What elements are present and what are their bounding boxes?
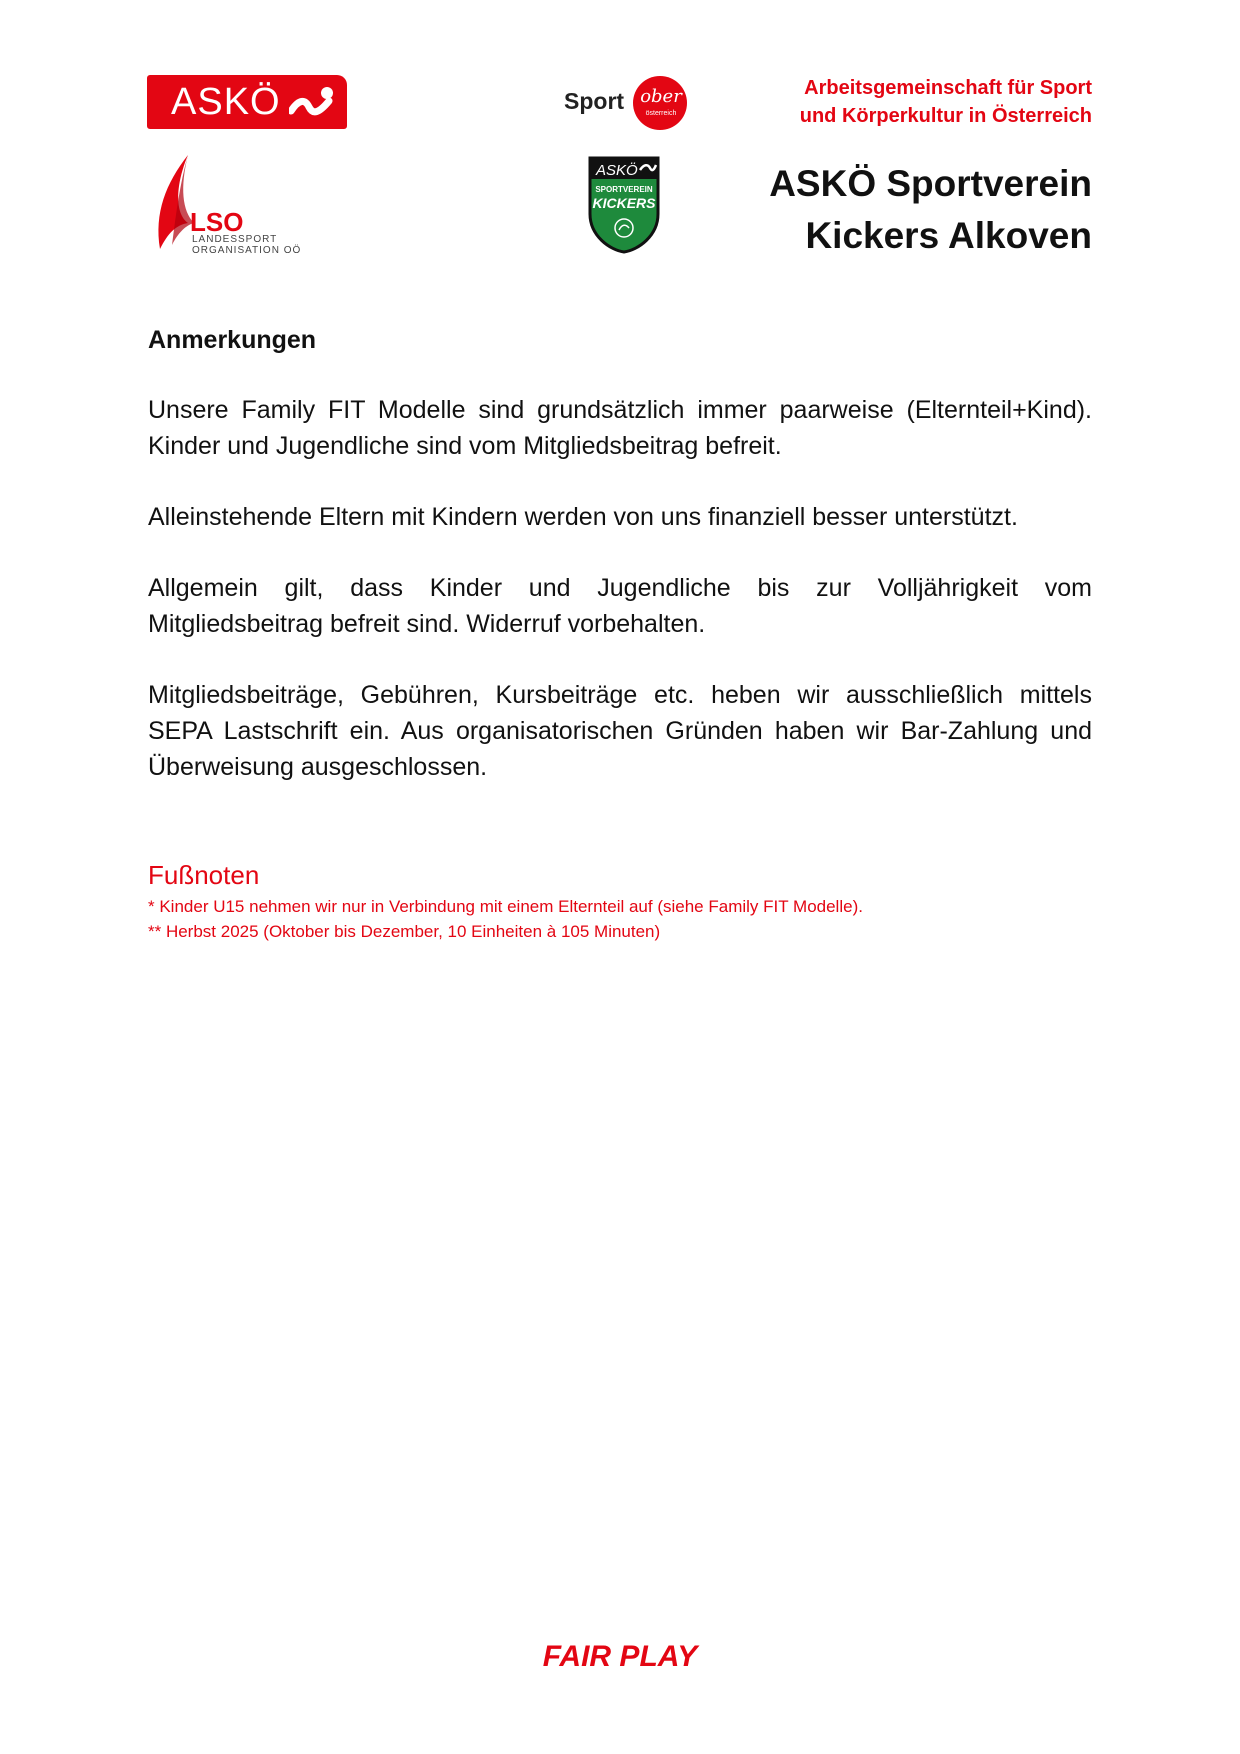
- badge-mid-text: SPORTVEREIN: [595, 185, 653, 194]
- club-title-line2: Kickers Alkoven: [805, 215, 1092, 256]
- ober-logo-sub: österreich: [645, 110, 677, 117]
- askoe-logo-text: ASKÖ: [171, 81, 281, 123]
- footnotes-section: [148, 858, 1092, 944]
- askoe-logo: [147, 75, 347, 129]
- lso-subtitle: [192, 234, 301, 256]
- badge-name-text: KICKERS: [592, 195, 656, 211]
- badge-top-text: ASKÖ: [596, 162, 638, 179]
- remarks-paragraph: Unsere Family FIT Modelle sind grundsätzlich immer paarweise (Elternteil+Kind). Kinder und Jugendliche sind vom Mitgliedsbeitrag befreit.: [148, 396, 1092, 460]
- lso-sub-line1: LANDESSPORT: [192, 234, 278, 245]
- fair-play-slogan: FAIR PLAY: [542, 1640, 698, 1673]
- lso-sub-line2: ORGANISATION OÖ: [192, 245, 302, 256]
- org-name-line1: Arbeitsgemeinschaft für Sport: [804, 77, 1092, 99]
- remarks-section: [148, 322, 1092, 820]
- club-title-line1: ASKÖ Sportverein: [769, 163, 1092, 204]
- sport-logo-label: Sport: [564, 88, 625, 114]
- footnotes-heading: Fußnoten: [148, 860, 260, 890]
- footnote-item: ** Herbst 2025 (Oktober bis Dezember, 10 Einheiten à 105 Minuten): [148, 922, 661, 941]
- club-badge-logo: [588, 156, 660, 254]
- lso-logo-text: LSO: [190, 207, 244, 237]
- footnote-item: * Kinder U15 nehmen wir nur in Verbindung mit einem Elternteil auf (siehe Family FIT Modelle).: [148, 897, 863, 916]
- remarks-paragraph: Alleinstehende Eltern mit Kindern werden von uns finanziell besser unterstützt.: [148, 503, 1018, 531]
- remarks-paragraph: Allgemein gilt, dass Kinder und Jugendliche bis zur Volljährigkeit vom Mitgliedsbeitrag befreit sind. Widerruf vorbehalten.: [148, 574, 1092, 638]
- remarks-heading: Anmerkungen: [148, 326, 317, 354]
- askoe-swoosh-icon: [289, 85, 337, 119]
- ober-logo-word: ober: [640, 86, 682, 107]
- org-name-line2: und Körperkultur in Österreich: [799, 105, 1092, 127]
- remarks-paragraph: Mitgliedsbeiträge, Gebühren, Kursbeiträge etc. heben wir ausschließlich mittels SEPA Lastschrift ein. Aus organisatorischen Gründen haben wir Bar-Zahlung und Überweisung ausgeschlossen.: [148, 681, 1092, 781]
- club-title: [672, 158, 1092, 262]
- org-name: [672, 74, 1092, 130]
